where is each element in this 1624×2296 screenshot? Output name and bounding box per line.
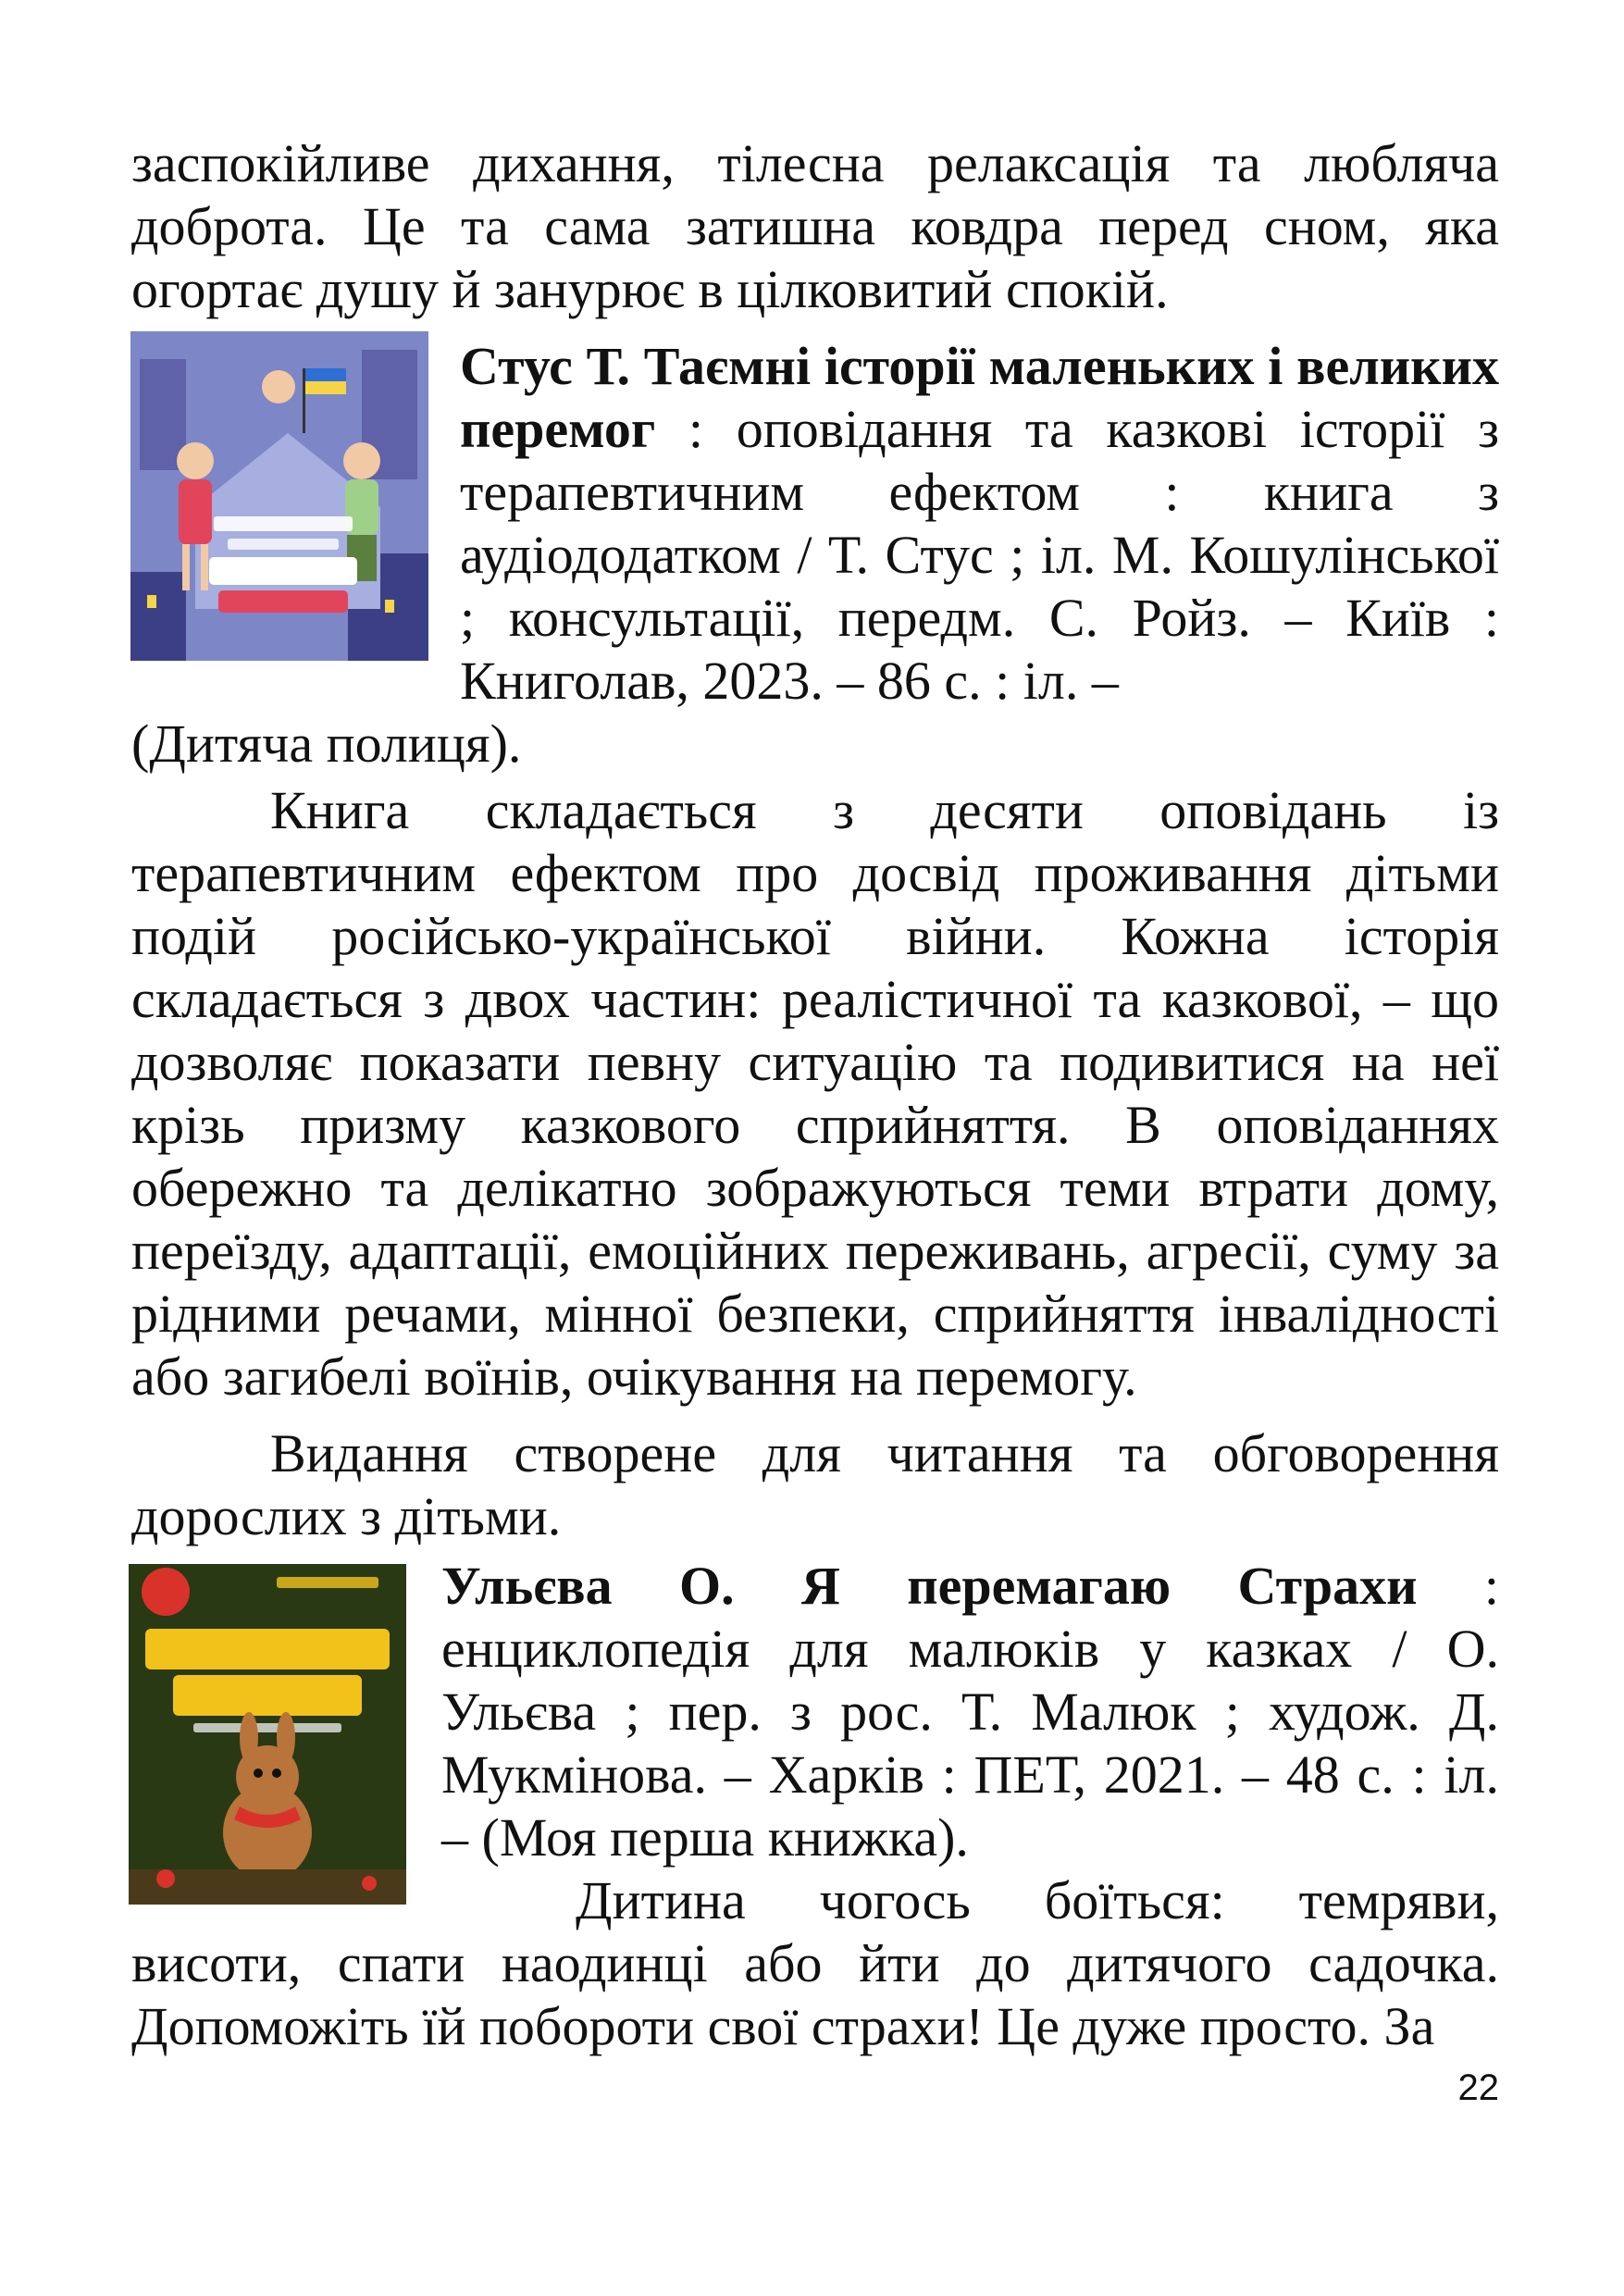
book1-citation bbox=[460, 335, 1499, 713]
intro-paragraph: заспокійливе дихання, тілесна релаксація та любляча доброта. Це та сама затишна ковдра перед сном, яка огортає душу й занурює в цілковитий спокій. bbox=[131, 133, 1499, 319]
page-number: 22 bbox=[1457, 2067, 1499, 2108]
book1-series: (Дитяча полиця). bbox=[131, 714, 522, 774]
book2-citation bbox=[441, 1555, 1499, 1869]
book1-citation-details: : оповідання та казкові історії з терапевтичним ефектом : книга з аудіододатком / Т. Стус ; іл. М. Кошулінської ; консультації, передм. С. Ройз. – Київ : Книголав, 2023. – 86 с. : іл. – bbox=[460, 399, 1499, 711]
book1-description: Книга складається з десяти оповідань із терапевтичним ефектом про досвід проживання дітьми подій російсько-української війни. Кожна історія складається з двох частин: реалістичної та казкової, – що дозволяє показати певну ситуацію та подивитися на неї крізь призму казкового сприйняття. В оповіданнях обережно та делікатно зображуються теми втрати дому, переїзду, адаптації, емоційних переживань, агресії, суму за рідними речами, мінної безпеки, сприйняття інвалідності або загибелі воїнів, очікування на перемогу. bbox=[131, 780, 1499, 1407]
book1-title: Стус Т. Таємні історії маленьких і великих перемог bbox=[460, 336, 1499, 459]
book-cover-image bbox=[130, 331, 428, 661]
book2-description: Дитина чогось боїться: темряви, висоти, спати наодинці або йти до дитячого садочка. Допоможіть їй побороти свої страхи! Це дуже просто. За bbox=[131, 1870, 1499, 2056]
book1-audience: Видання створене для читання та обговорення дорослих з дітьми. bbox=[131, 1423, 1499, 1546]
book2-title: Ульєва О. Я перемагаю Страхи bbox=[441, 1556, 1418, 1616]
book2-citation-details: : енциклопедія для малюків у казках / О. Ульєва ; пер. з рос. Т. Малюк ; худож. Д. Мукмінова. – Харків : ПЕТ, 2021. – 48 с. : іл. – (Моя перша книжка). bbox=[441, 1556, 1499, 1868]
book-cover-image bbox=[129, 1564, 406, 1905]
